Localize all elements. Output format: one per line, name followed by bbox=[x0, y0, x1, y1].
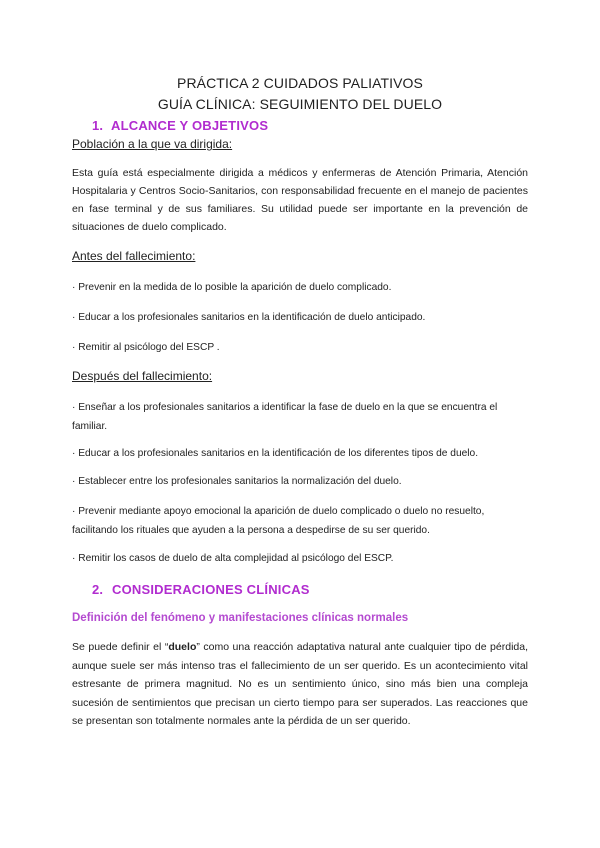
duelo-term: duelo bbox=[168, 641, 197, 653]
after-item-4: · Prevenir mediante apoyo emocional la aparición de duelo complicado o duelo no resuelto, facilitando los rituales que ayuden a la persona a despedirse de su ser querido. bbox=[72, 506, 485, 536]
after-item-2: · Educar a los profesionales sanitarios en la identificación de los diferentes tipos de duelo. bbox=[72, 448, 479, 459]
after-item-5: · Remitir los casos de duelo de alta complejidad al psicólogo del ESCP. bbox=[72, 553, 394, 564]
after-death-heading: Después del fallecimiento: bbox=[72, 369, 213, 383]
before-death-heading: Antes del fallecimiento: bbox=[72, 249, 196, 263]
duelo-text-start: Se puede definir el “ bbox=[72, 641, 169, 653]
section1-heading bbox=[92, 118, 268, 133]
section2-subheading: Definición del fenómeno y manifestaciones clínicas normales bbox=[72, 612, 409, 624]
before-item-2: · Educar a los profesionales sanitarios en la identificación de duelo anticipado. bbox=[72, 312, 426, 323]
before-item-3: · Remitir al psicólogo del ESCP . bbox=[72, 342, 220, 353]
duelo-definition-paragraph bbox=[72, 638, 528, 731]
after-item-1: · Enseñar a los profesionales sanitarios a identificar la fase de duelo en la que se encuentra el familiar. bbox=[72, 402, 498, 432]
document-title-line2: GUÍA CLÍNICA: SEGUIMIENTO DEL DUELO bbox=[157, 96, 443, 112]
document-title-line1: PRÁCTICA 2 CUIDADOS PALIATIVOS bbox=[177, 75, 423, 91]
before-item-1: · Prevenir en la medida de lo posible la aparición de duelo complicado. bbox=[72, 282, 392, 293]
population-heading: Población a la que va dirigida: bbox=[72, 137, 233, 151]
population-paragraph: Esta guía está especialmente dirigida a médicos y enfermeras de Atención Primaria, Atención Hospitalaria y Centros Socio-Sanitarios, con responsabilidad frecuente en el manejo de pacientes en fase terminal y de sus familiares. Su utilidad puede ser importante en la prevención de situaciones de duelo complicado. bbox=[72, 167, 528, 233]
section2-number: 2. bbox=[92, 582, 104, 597]
after-item-3: · Establecer entre los profesionales sanitarios la normalización del duelo. bbox=[72, 476, 402, 487]
duelo-text-rest: ” como una reacción adaptativa natural ante cualquier tipo de pérdida, aunque suele ser más intenso tras el fallecimiento de un ser querido. Es un acontecimiento vital estresante de primera magnitud. No es un sentimiento único, sino más bien una compleja sucesión de sentimientos que precisan un cierto tiempo para ser superados. Las reacciones que se presentan son totalmente normales ante la pérdida de un ser querido. bbox=[72, 641, 528, 727]
section2-heading bbox=[92, 582, 310, 597]
section1-heading-text: ALCANCE Y OBJETIVOS bbox=[111, 118, 269, 133]
section2-heading-text: CONSIDERACIONES CLÍNICAS bbox=[112, 582, 310, 597]
section1-number: 1. bbox=[92, 118, 104, 133]
